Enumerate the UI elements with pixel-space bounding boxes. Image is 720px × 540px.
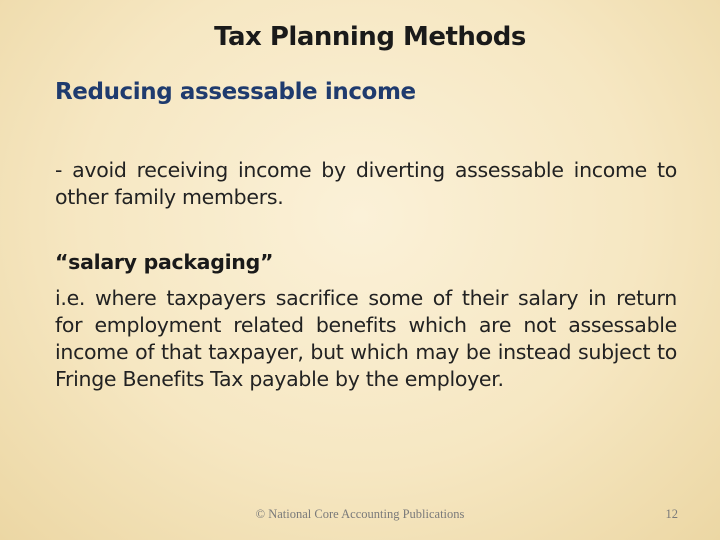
term-heading: “salary packaging”: [55, 250, 274, 274]
slide-subtitle: Reducing assessable income: [55, 79, 416, 105]
body-paragraph-2: i.e. where taxpayers sacrifice some of their salary in return for employment related benefits which are not assessable income of that taxpayer, but which may be instead subject to Fringe Benefits Tax payable by the employer.: [55, 286, 677, 391]
slide-title: Tax Planning Methods: [214, 22, 526, 52]
page-number: 12: [665, 507, 678, 521]
footer-copyright: © National Core Accounting Publications: [255, 507, 465, 521]
body-paragraph-1: - avoid receiving income by diverting assessable income to other family members.: [55, 158, 677, 209]
